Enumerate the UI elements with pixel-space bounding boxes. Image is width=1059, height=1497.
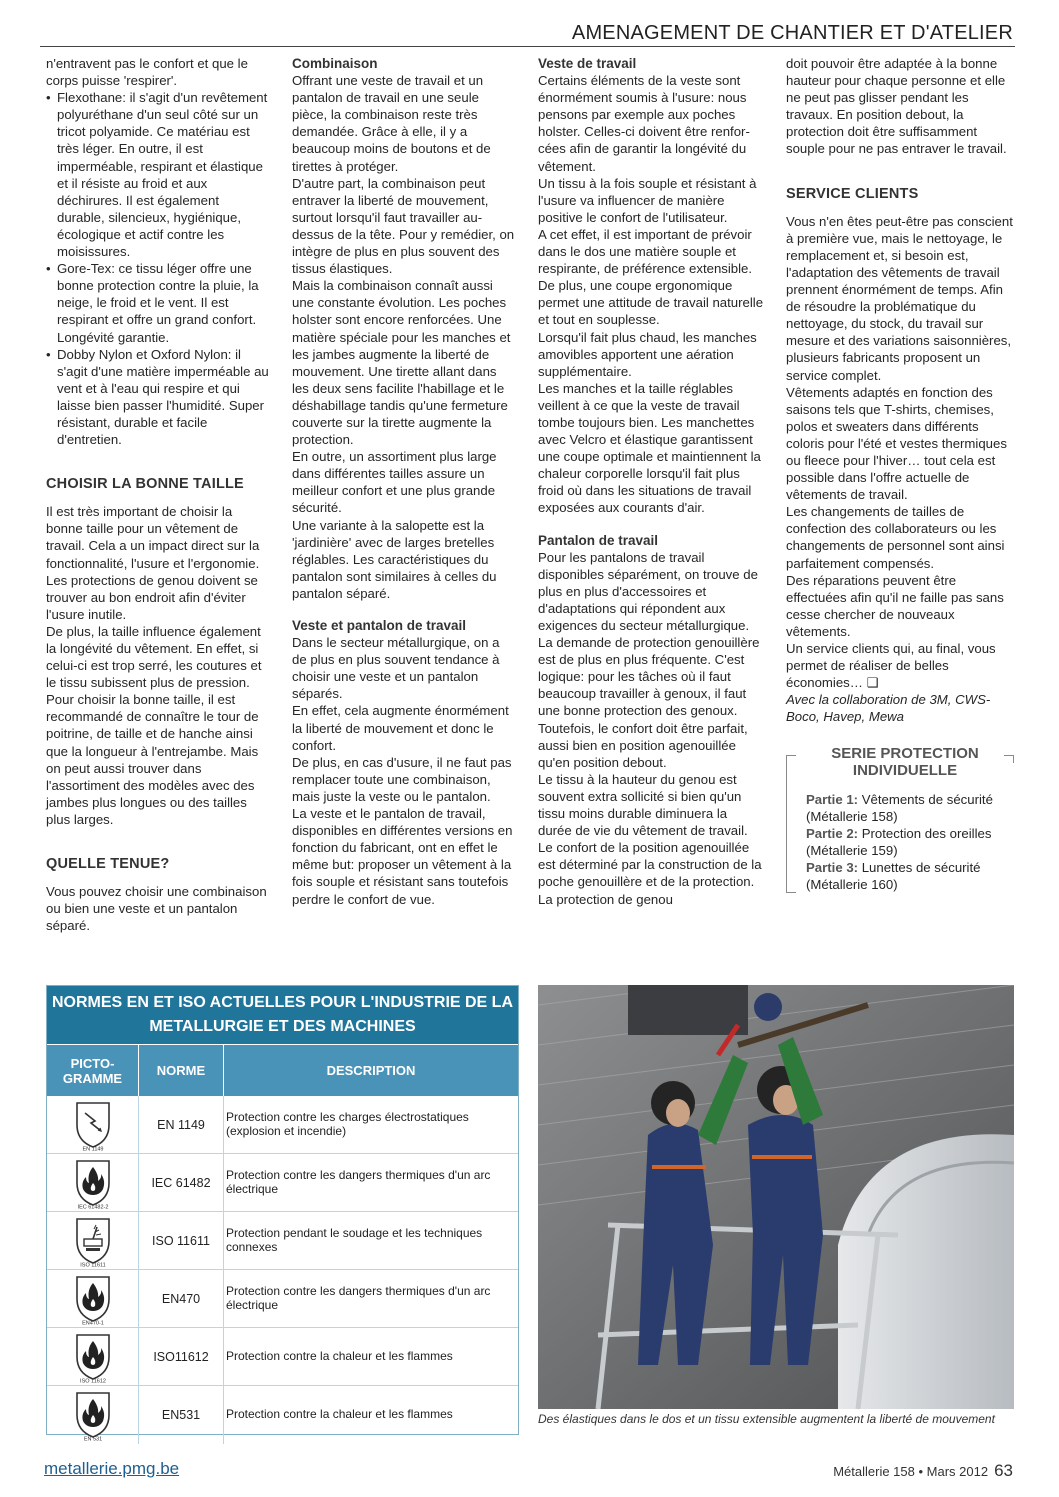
bracket-decoration (1004, 755, 1014, 763)
pictogram-cell (47, 1096, 139, 1153)
paragraph: Pour les pantalons de travail disponibles séparément, on trouve de plus en plus d'accessoires et d'adaptations qui répondent aux exigences du secteur métallurgique. (538, 549, 758, 633)
heading-service-clients: SERVICE CLIENTS (786, 185, 919, 202)
paragraph: En outre, un assortiment plus large dans différentes tailles assure un meilleur confort et une plus grande sécurité. (292, 449, 497, 516)
welding-shield-icon (71, 1215, 115, 1267)
paragraph: Des réparations peuvent être effectuées afin qu'il ne faille pas sans cesse chercher de nouveaux vêtements. (786, 572, 1004, 639)
static-electricity-shield-icon (71, 1099, 115, 1151)
pictogram-cell (47, 1212, 139, 1269)
table-row (47, 1386, 518, 1444)
norm-code: ISO11612 (139, 1328, 224, 1385)
paragraph: La veste et le pantalon de travail, disponibles en différentes versions en fonction du fabricant, ont en effet le même but: proposer un vêtement à la fois souple et résistant sans toutefois perdre le confort de vue. (292, 806, 513, 907)
table-row (47, 1270, 518, 1328)
paragraph: n'entravent pas le confort et que le corps puisse 'respirer'. (46, 56, 248, 89)
paragraph: Une variante à la salopette est la 'jardinière' avec de larges bretelles réglables. Les caractéristiques du pantalon sont similaires à celles du pantalon séparé. (292, 517, 497, 601)
table-title: NORMES EN ET ISO ACTUELLES POUR L'INDUSTRIE DE LA METALLURGIE ET DES MACHINES (47, 986, 518, 1044)
heading-combinaison: Combinaison (292, 56, 378, 71)
flame-shield-icon (71, 1389, 115, 1441)
heading-quelle-tenue: QUELLE TENUE? (46, 856, 170, 873)
norm-description: Protection contre les charges électrostatiques (explosion et incendie) (226, 1110, 469, 1138)
series-text: Lunettes de sécurité (Métallerie 160) (806, 860, 981, 893)
norm-description: Protection contre les dangers thermiques d'un arc électrique (226, 1168, 491, 1196)
pictogram-cell (47, 1386, 139, 1444)
pictogram-label: EN470-1 (81, 1320, 104, 1325)
column-2 (292, 55, 516, 908)
heading-pantalon-travail: Pantalon de travail (538, 532, 659, 548)
header-norme: NORME (139, 1045, 224, 1096)
series-text: Protection des oreilles (Métallerie 159) (806, 826, 992, 859)
series-item (806, 791, 1010, 825)
header-pictogramme: PICTO-GRAMME (47, 1045, 139, 1096)
paragraph: Mais la combinaison connaît aussi une constante évolution. Les poches holster sont encore renforcées. Une matière spéciale pour les manches et les jambes augmente la liberté de mouvement. Une tirette allant dans les deux sens facilite l'habillage et le déshabillage tandis qu'une fermeture couverte sur la tirette augmente la protection. (292, 278, 511, 448)
norm-description: Protection contre les dangers thermiques d'un arc électrique (226, 1284, 491, 1312)
heading-choisir-taille: CHOISIR LA BONNE TAILLE (46, 476, 244, 493)
series-item (806, 825, 1010, 859)
section-header: AMENAGEMENT DE CHANTIER ET D'ATELIER (571, 22, 1013, 44)
series-item (806, 859, 1010, 893)
flame-shield-icon (71, 1273, 115, 1325)
series-label: Partie 1: (806, 792, 859, 808)
column-4 (786, 55, 1014, 899)
paragraph: Un service clients qui, au final, vous permet de réaliser de belles économies… ❑ (786, 641, 996, 691)
paragraph: Il est très important de choisir la bonne taille pour un vêtement de travail. Cela a un impact direct sur la fonctionnalité, l'usure et l'ergonomie. Les protections de genou doivent se trouver au bon endroit afin d'éviter l'usure inutile. (46, 504, 260, 622)
spacer (538, 517, 764, 532)
pictogram-cell (47, 1154, 139, 1211)
column-1 (46, 55, 270, 934)
norm-code: IEC 61482 (139, 1154, 224, 1211)
heading-veste-travail: Veste de travail (538, 56, 637, 71)
paragraph: Certains éléments de la veste sont énormément soumis à l'usure: nous pensons par exemple aux poches holster. Celles-ci doivent être renforcées afin de garantir la longévité du vêtement. (538, 73, 750, 174)
pictogram-label: ISO 11611 (79, 1262, 106, 1267)
paragraph: Lorsqu'il fait plus chaud, les manches amovibles apportent une aération supplémentaire. (538, 329, 757, 379)
paragraph: doit pouvoir être adaptée à la bonne hauteur pour chaque personne et elle ne peut pas glisser pendant les travaux. En position debout, la protection doit être suffisamment souple pour ne pas entraver le travail. (786, 56, 1007, 157)
paragraph: Pour choisir la bonne taille, il est recommandé de connaître le tour de poitrine, de taille et de hanche ainsi que la longueur à l'entrejambe. Mais on peut aussi trouver dans l'assortiment des modèles avec des jambes plus longues ou des tailles plus larges. (46, 692, 259, 827)
footer-issue (833, 1461, 1013, 1481)
norm-description: Protection contre la chaleur et les flammes (226, 1348, 453, 1363)
workers-photo (538, 985, 1014, 1409)
paragraph: La demande de protection genouillère est de plus en plus fréquente. C'est logique: pour les tâches où il faut beaucoup travailler à genoux, il faut une bonne protection des genoux. (538, 635, 760, 719)
series-label: Partie 3: (806, 860, 859, 876)
series-label: Partie 2: (806, 826, 859, 842)
norm-description: Protection contre la chaleur et les flammes (226, 1407, 453, 1422)
bracket-decoration (786, 755, 796, 893)
paragraph: Le tissu à la hauteur du genou est souvent extra sollicité si bien qu'un tissu moins durable diminuera la durée de vie du vêtement de travail. (538, 771, 748, 839)
paragraph: Vous n'en êtes peut-être pas conscient à première vue, mais le nettoyage, le remplacement et, si besoin est, l'adaptation des vêtements de travail prennent énormément de temps. Afin de résoudre la problématique du nettoyage, du stock, du travail sur mesure et des variations saisonnières, plusieurs fabricants proposent un service complet. (786, 213, 1013, 383)
table-row (47, 1154, 518, 1212)
paragraph: Dans le secteur métallurgique, on a de plus en plus souvent tendance à choisir une veste et un pantalon séparés. (292, 635, 500, 702)
footer-link[interactable]: metallerie.pmg.be (44, 1459, 180, 1478)
list-item: • Flexothane: il s'agit d'un revêtement polyuréthane d'un seul côté sur un tricot polyamide. Ce matériau est très léger. En outre, il est imperméable, respirant et élastique et il résiste au froid et aux déchirures. Il est également durable, silencieux, hygiénique, écologique et actif contre les moisissures. (46, 89, 270, 260)
norm-code: EN531 (139, 1386, 224, 1444)
header-rule (40, 46, 1015, 47)
paragraph: Le confort de la position agenouillée est déterminé par la construction de la poche genouillère et de la protection. La protection de genou (538, 840, 762, 907)
paragraph: En effet, cela augmente énormément la liberté de mouvement et donc le confort. (292, 703, 509, 753)
list-item: • Gore-Tex: ce tissu léger offre une bonne protection contre la pluie, la neige, le froid et le vent. Il est respirant et offre un grand confort. Longévité garantie. (46, 260, 270, 345)
paragraph: Vêtements adaptés en fonction des saisons tels que T-shirts, chemises, polos et sweaters dans différents coloris pour l'été et vestes thermiques ou fleece pour l'hiver… tout cela est possible dans l'offre actuelle de vêtements de travail. (786, 384, 1007, 503)
norm-code: ISO 11611 (139, 1212, 224, 1269)
paragraph: De plus, en cas d'usure, il ne faut pas remplacer toute une combinaison, mais juste la veste ou le pantalon. (292, 754, 512, 804)
paragraph: A cet effet, il est important de prévoir dans le dos une matière souple et respirante, de préférence extensible. (538, 226, 753, 277)
table-header-row (47, 1044, 518, 1096)
table-row (47, 1328, 518, 1386)
fabric-list (46, 89, 270, 448)
pictogram-label: EN 531 (83, 1436, 102, 1441)
pictogram-label: IEC 61482-2 (77, 1204, 108, 1209)
flame-shield-icon (71, 1157, 115, 1209)
paragraph: Un tissu à la fois souple et résistant à l'usure va influencer de manière positive le confort de l'utilisateur. (538, 175, 757, 225)
paragraph: D'autre part, la combinaison peut entraver la liberté de mouvement, surtout lorsqu'il faut travailler au-dessus de la tête. Pour y remédier, on intègre de plus en plus souvent des tissus élastiques. (292, 175, 515, 277)
paragraph: De plus, la taille influence également la longévité du vêtement. En effet, si celui-ci est trop serré, les coutures et le tissu subissent plus de pression. (46, 623, 262, 691)
pictogram-cell (47, 1270, 139, 1327)
heading-veste-pantalon: Veste et pantalon de travail (292, 618, 467, 633)
credit-line: Avec la collaboration de 3M, CWS-Boco, Havep, Mewa (786, 692, 991, 725)
series-box (786, 745, 1014, 899)
photo-illustration (538, 985, 1014, 1409)
paragraph: Vous pouvez choisir une combinaison ou bien une veste et un pantalon séparé. (46, 884, 267, 934)
list-item: • Dobby Nylon et Oxford Nylon: il s'agit d'une matière imperméable au vent et à l'eau qui respire et qui laisse bien passer l'humidité. Super résistant, durable et facile d'entretien. (46, 346, 270, 449)
page-number: 63 (994, 1461, 1013, 1480)
spacer (292, 602, 516, 617)
norm-code: EN 1149 (139, 1096, 224, 1153)
paragraph: Toutefois, le confort doit être parfait, aussi bien en position agenouillée qu'en position debout. (538, 720, 748, 770)
pictogram-cell (47, 1328, 139, 1385)
table-row (47, 1096, 518, 1154)
pictogram-label: ISO 11612 (79, 1378, 106, 1383)
table-row (47, 1212, 518, 1270)
norm-description: Protection pendant le soudage et les techniques connexes (226, 1226, 483, 1254)
series-title: SERIE PROTECTION INDIVIDUELLE (831, 745, 979, 780)
paragraph: Offrant une veste de travail et un pantalon de travail en une seule pièce, la combinaison reste très demandée. Grâce à elle, il y a beaucoup moins de boutons et de tirettes à protéger. (292, 73, 491, 174)
norm-code: EN470 (139, 1270, 224, 1327)
series-text: Vêtements de sécurité (Métallerie 158) (806, 792, 993, 825)
flame-shield-icon (71, 1331, 115, 1383)
header-description: DESCRIPTION (326, 1063, 416, 1078)
pictogram-label: EN 1149 (82, 1146, 103, 1151)
paragraph: De plus, une coupe ergonomique permet une attitude de travail naturelle et tout en souplesse. (538, 278, 764, 328)
issue-label: Métallerie 158 • Mars 2012 (833, 1464, 989, 1479)
column-3 (538, 55, 764, 908)
norms-table (46, 985, 519, 1441)
photo-caption: Des élastiques dans le dos et un tissu extensible augmentent la liberté de mouvement (538, 1412, 995, 1426)
paragraph: Les changements de tailles de confection des collaborateurs ou les changements de personnel sont ainsi parfaitement compensés. (786, 504, 1005, 571)
paragraph: Les manches et la taille réglables veillent à ce que la veste de travail tombe toujours bien. Les manchettes avec Velcro et élastique garantissent une coupe optimale et maintiennent la chaleur corporelle lorsqu'il fait plus froid où dans les situations de travail exposées aux courants d'air. (538, 380, 761, 516)
